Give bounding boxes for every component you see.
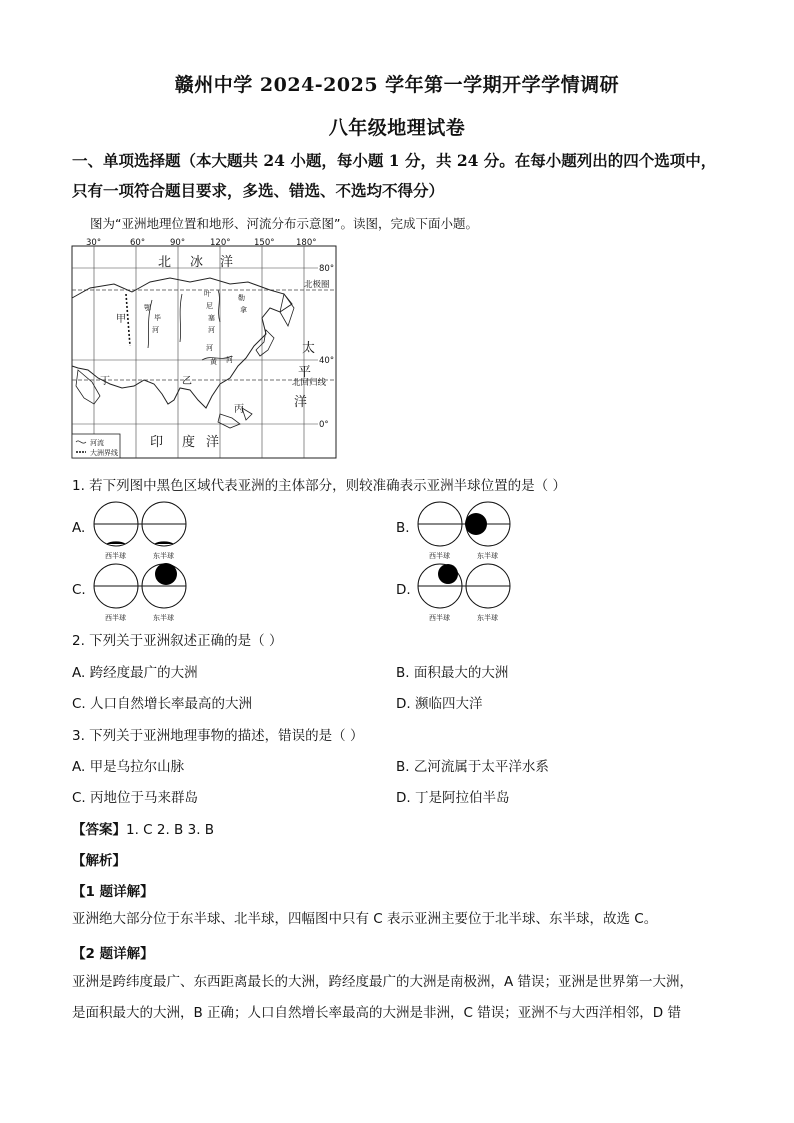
q3-option-d[interactable]: D. 丁是阿拉伯半岛 <box>396 790 510 806</box>
map-legend <box>72 434 120 458</box>
river-label: 河 <box>208 326 215 334</box>
river-label: 河 <box>206 344 213 352</box>
tropic-of-cancer-label: 北回归线 <box>292 378 327 388</box>
asia-map-figure <box>70 238 342 460</box>
river-label: 鄂 <box>144 304 151 312</box>
lon-label: 30° <box>86 238 102 248</box>
river-label: 河 <box>226 356 233 364</box>
question-3-stem: 3. 下列关于亚洲地理事物的描述，错误的是（ ） <box>72 728 364 744</box>
lat-label: 80° <box>319 264 335 274</box>
question-2-stem: 2. 下列关于亚洲叙述正确的是（ ） <box>72 633 283 649</box>
ocean-label: 印 <box>150 435 164 450</box>
ocean-label: 平 <box>298 365 312 380</box>
q2-option-c[interactable]: C. 人口自然增长率最高的大洲 <box>72 696 253 712</box>
place-label-jia: 甲 <box>116 314 126 325</box>
section-heading-line1: 一、单项选择题（本大题共 24 小题，每小题 1 分，共 24 分。在每小题列出的四个选项中， <box>72 151 717 170</box>
q2-option-a[interactable]: A. 跨经度最广的大洲 <box>72 665 198 681</box>
section-heading-line2: 只有一项符合题目要求，多选、错选、不选均不得分） <box>72 181 445 200</box>
lon-label: 150° <box>254 238 275 248</box>
answer-row <box>72 818 214 838</box>
place-label-yi: 乙 <box>182 376 192 387</box>
ocean-label: 洋 <box>220 255 234 270</box>
q2-option-b[interactable]: B. 面积最大的大洲 <box>396 665 509 681</box>
q1-option-b-hemispheres[interactable] <box>416 500 518 562</box>
river-label: 勒 <box>238 294 245 302</box>
river-label: 尼 <box>206 302 213 310</box>
river-label: 塞 <box>208 314 215 322</box>
q1-option-c-key[interactable]: C. <box>72 582 86 598</box>
ocean-label: 北 <box>158 255 172 270</box>
east-hemisphere-label: 东半球 <box>477 552 498 560</box>
map-intro: 图为“亚洲地理位置和地形、河流分布示意图”。读图，完成下面小题。 <box>90 216 478 231</box>
analysis-label: 【解析】 <box>72 853 126 869</box>
q2-option-d[interactable]: D. 濒临四大洋 <box>396 696 483 712</box>
ocean-label: 太 <box>302 341 316 356</box>
river-label: 河 <box>152 326 159 334</box>
lon-label: 120° <box>210 238 231 248</box>
answer-text: 1. C 2. B 3. B <box>126 822 215 838</box>
west-hemisphere-label: 西半球 <box>429 552 450 560</box>
q3-option-b[interactable]: B. 乙河流属于太平洋水系 <box>396 759 549 775</box>
detail-2-label: 【2 题详解】 <box>72 946 154 962</box>
q1-option-d-key[interactable]: D. <box>396 582 411 598</box>
lon-label: 180° <box>296 238 317 248</box>
q3-option-a[interactable]: A. 甲是乌拉尔山脉 <box>72 759 185 775</box>
q1-option-a-hemispheres[interactable] <box>92 500 194 562</box>
answer-label: 【答案】 <box>72 822 126 838</box>
river-label: 叶 <box>204 290 211 298</box>
river-label: 拿 <box>240 306 247 314</box>
detail-1-text: 亚洲绝大部分位于东半球、北半球，四幅图中只有 C 表示亚洲主要位于北半球、东半球，故选 C。 <box>72 911 658 927</box>
west-hemisphere-label: 西半球 <box>105 614 126 622</box>
q1-option-d-hemispheres[interactable] <box>416 562 518 624</box>
west-hemisphere-label: 西半球 <box>105 552 126 560</box>
river-label: 毕 <box>154 314 161 322</box>
place-label-ding: 丁 <box>100 376 110 387</box>
legend-river: 河流 <box>90 439 104 447</box>
lon-label: 60° <box>130 238 146 248</box>
west-hemisphere-label: 西半球 <box>429 614 450 622</box>
question-1-stem: 1. 若下列图中黑色区域代表亚洲的主体部分，则较准确表示亚洲半球位置的是（ ） <box>72 478 566 494</box>
river-label: 黄 <box>210 358 217 366</box>
lat-label: 0° <box>319 420 329 430</box>
east-hemisphere-label: 东半球 <box>153 614 174 622</box>
detail-2-line2: 是面积最大的大洲，B 正确；人口自然增长率最高的大洲是非洲，C 错误；亚洲不与大西洋相邻，D 错 <box>72 1005 681 1021</box>
ocean-label: 洋 <box>294 395 308 410</box>
page-subtitle: 八年级地理试卷 <box>328 117 466 139</box>
arctic-circle-label: 北极圈 <box>304 280 330 290</box>
q3-option-c[interactable]: C. 丙地位于马来群岛 <box>72 790 199 806</box>
q1-option-b-key[interactable]: B. <box>396 520 410 536</box>
ocean-label: 冰 <box>190 255 204 270</box>
place-label-bing: 丙 <box>234 404 244 415</box>
legend-boundary: 大洲界线 <box>90 449 118 457</box>
q1-option-a-key[interactable]: A. <box>72 520 86 536</box>
detail-1-label: 【1 题详解】 <box>72 884 154 900</box>
page-title: 赣州中学 2024-2025 学年第一学期开学学情调研 <box>174 74 620 96</box>
detail-2-line1: 亚洲是跨纬度最广、东西距离最长的大洲，跨经度最广的大洲是南极洲，A 错误；亚洲是世界第一大洲， <box>72 974 694 990</box>
east-hemisphere-label: 东半球 <box>477 614 498 622</box>
lon-label: 90° <box>170 238 186 248</box>
ocean-label: 洋 <box>206 435 220 450</box>
lat-label: 40° <box>319 356 335 366</box>
ocean-label: 度 <box>182 435 196 450</box>
east-hemisphere-label: 东半球 <box>153 552 174 560</box>
q1-option-c-hemispheres[interactable] <box>92 562 194 624</box>
